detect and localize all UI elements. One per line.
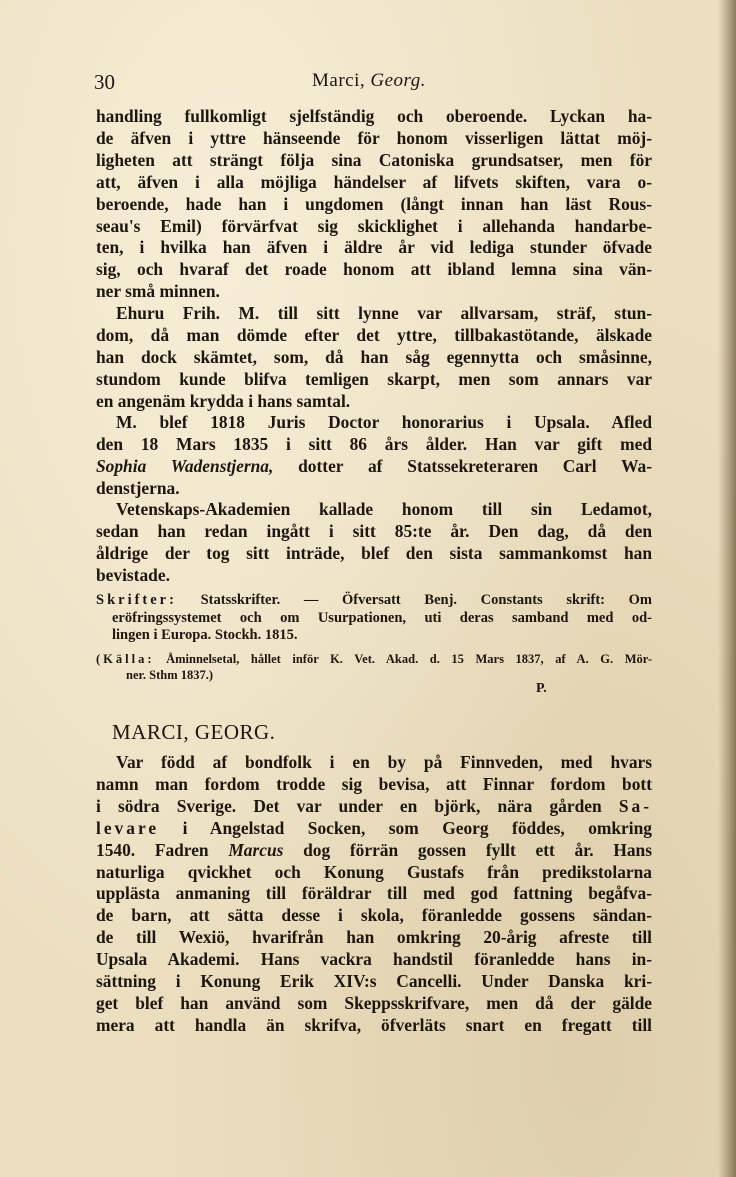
paragraph-independence: [96, 106, 652, 303]
source-note: [96, 652, 652, 683]
writings-list: [96, 592, 652, 645]
text-line: [96, 840, 652, 862]
text-line: [96, 592, 652, 610]
text-line: dom, då man dömde efter det yttre, tillbakastötande, älskade: [96, 324, 652, 345]
text-line: ligheten att strängt följa sina Catoniska grundsatser, men för: [96, 149, 652, 170]
text-fragment: dog förrän gossen fyllt ett år. Hans: [303, 839, 652, 860]
place-name: levare: [96, 817, 160, 838]
text-fragment: Åminnelsetal, hållet inför K. Vet. Akad. d. 15 Mars 1837, af A. G. Mör-: [166, 652, 652, 666]
text-line: de äfven i yttre hänseende för honom visserligen lättat möj-: [96, 127, 652, 148]
text-line: seau's Emil) förvärfvat sig skicklighet i allehanda handarbe-: [96, 215, 652, 236]
text-line: Var född af bondfolk i en by på Finnveden, med hvars: [116, 752, 652, 772]
text-line: namn man fordom trodde sig bevisa, att Finnar fordom bott: [96, 773, 652, 794]
running-title-surname: Marci,: [312, 70, 366, 91]
text-line: de barn, att sätta desse i skola, föranledde gossens sändan-: [96, 905, 652, 926]
text-line: mera att handla än skrifva, öfverläts snart en fregatt till: [96, 1014, 652, 1035]
text-line: upplästa anmaning till föräldrar till med god fattning begåfva-: [96, 883, 652, 904]
paragraph-biography: [96, 752, 652, 1037]
paragraph-academy: [96, 499, 652, 587]
text-line: [96, 818, 652, 840]
text-line: beroende, hade han i ungdomen (långt innan han läst Rous-: [96, 193, 652, 214]
text-line: sättning i Konung Erik XIV:s Cancelli. Under Danska kri-: [96, 971, 652, 992]
text-line: bevistade.: [96, 564, 170, 585]
text-line: [96, 796, 652, 818]
text-fragment: dotter af Statssekreteraren Carl Wa-: [298, 455, 652, 476]
text-fragment: 1540. Fadren: [96, 839, 209, 860]
text-line: den 18 Mars 1835 i sitt 86 års ålder. Han var gift med: [96, 433, 652, 454]
text-line: naturliga qvickhet och Konung Gustafs från predikstolarna: [96, 861, 652, 882]
text-line: [96, 652, 652, 668]
text-line: handling fullkomligt sjelfständig och oberoende. Lyckan ha-: [96, 106, 652, 126]
running-title: [312, 70, 426, 92]
text-line: stundom kunde blifva temligen skarpt, men som annars var: [96, 368, 652, 389]
text-line: sedan han redan ingått i sitt 85:te år. Den dag, då den: [96, 520, 652, 541]
text-line: Ehuru Frih. M. till sitt lynne var allvarsam, sträf, stun-: [116, 303, 652, 323]
text-fragment: i Angelstad Socken, som Georg föddes, omkring: [182, 817, 652, 838]
author-signature: P.: [536, 681, 547, 696]
source-label: (Källa:: [96, 652, 155, 666]
text-line: Vetenskaps-Akademien kallade honom till sin Ledamot,: [116, 499, 652, 519]
running-title-given: Georg.: [370, 70, 426, 91]
text-line: get blef han använd som Skeppsskrifvare, men då der gälde: [96, 992, 652, 1013]
place-name: Sa-: [618, 795, 652, 816]
father-name: Marcus: [228, 839, 284, 860]
text-fragment: Statsskrifter. — Öfversatt Benj. Constants skrift: Om: [200, 592, 652, 608]
page-header: [94, 70, 654, 98]
text-line: eröfringssystemet och om Usurpationen, uti deras samband med od-: [112, 609, 652, 626]
text-line: åldrige der tog sitt inträde, blef den sista sammankomst han: [96, 542, 652, 563]
wife-name: Sophia Wadenstjerna,: [96, 455, 274, 476]
text-line: lingen i Europa. Stockh. 1815.: [112, 627, 298, 643]
text-line: [96, 456, 652, 478]
text-line: M. blef 1818 Juris Doctor honorarius i Upsala. Afled: [116, 412, 652, 432]
article-heading: MARCI, GEORG.: [112, 720, 276, 744]
paragraph-temperament: [96, 303, 652, 413]
text-line: ner. Sthm 1837.): [126, 667, 214, 682]
text-line: de till Wexiö, hvarifrån han omkring 20-årig afreste till: [96, 927, 652, 948]
text-line: en angenäm krydda i hans samtal.: [96, 390, 351, 411]
page-number: 30: [94, 70, 115, 94]
text-fragment: i södra Sverige. Det var under en björk, nära gården: [96, 795, 602, 816]
text-line: Upsala Akademi. Hans vackra handstil föranledde hans in-: [96, 949, 652, 970]
text-line: sig, och hvaraf det roade honom att ibland lemna sina vän-: [96, 259, 652, 280]
text-line: att, äfven i alla möjliga händelser af lifvets skiften, vara o-: [96, 171, 652, 192]
text-line: han dock skämtet, som, då han såg egennytta och småsinne,: [96, 346, 652, 367]
text-line: denstjerna.: [96, 477, 180, 498]
text-line: ner små minnen.: [96, 281, 220, 302]
paragraph-doctorate-death: [96, 412, 652, 500]
writings-label: Skrifter:: [96, 592, 177, 608]
text-line: ten, i hvilka han äfven i äldre år vid lediga stunder öfvade: [96, 237, 652, 258]
